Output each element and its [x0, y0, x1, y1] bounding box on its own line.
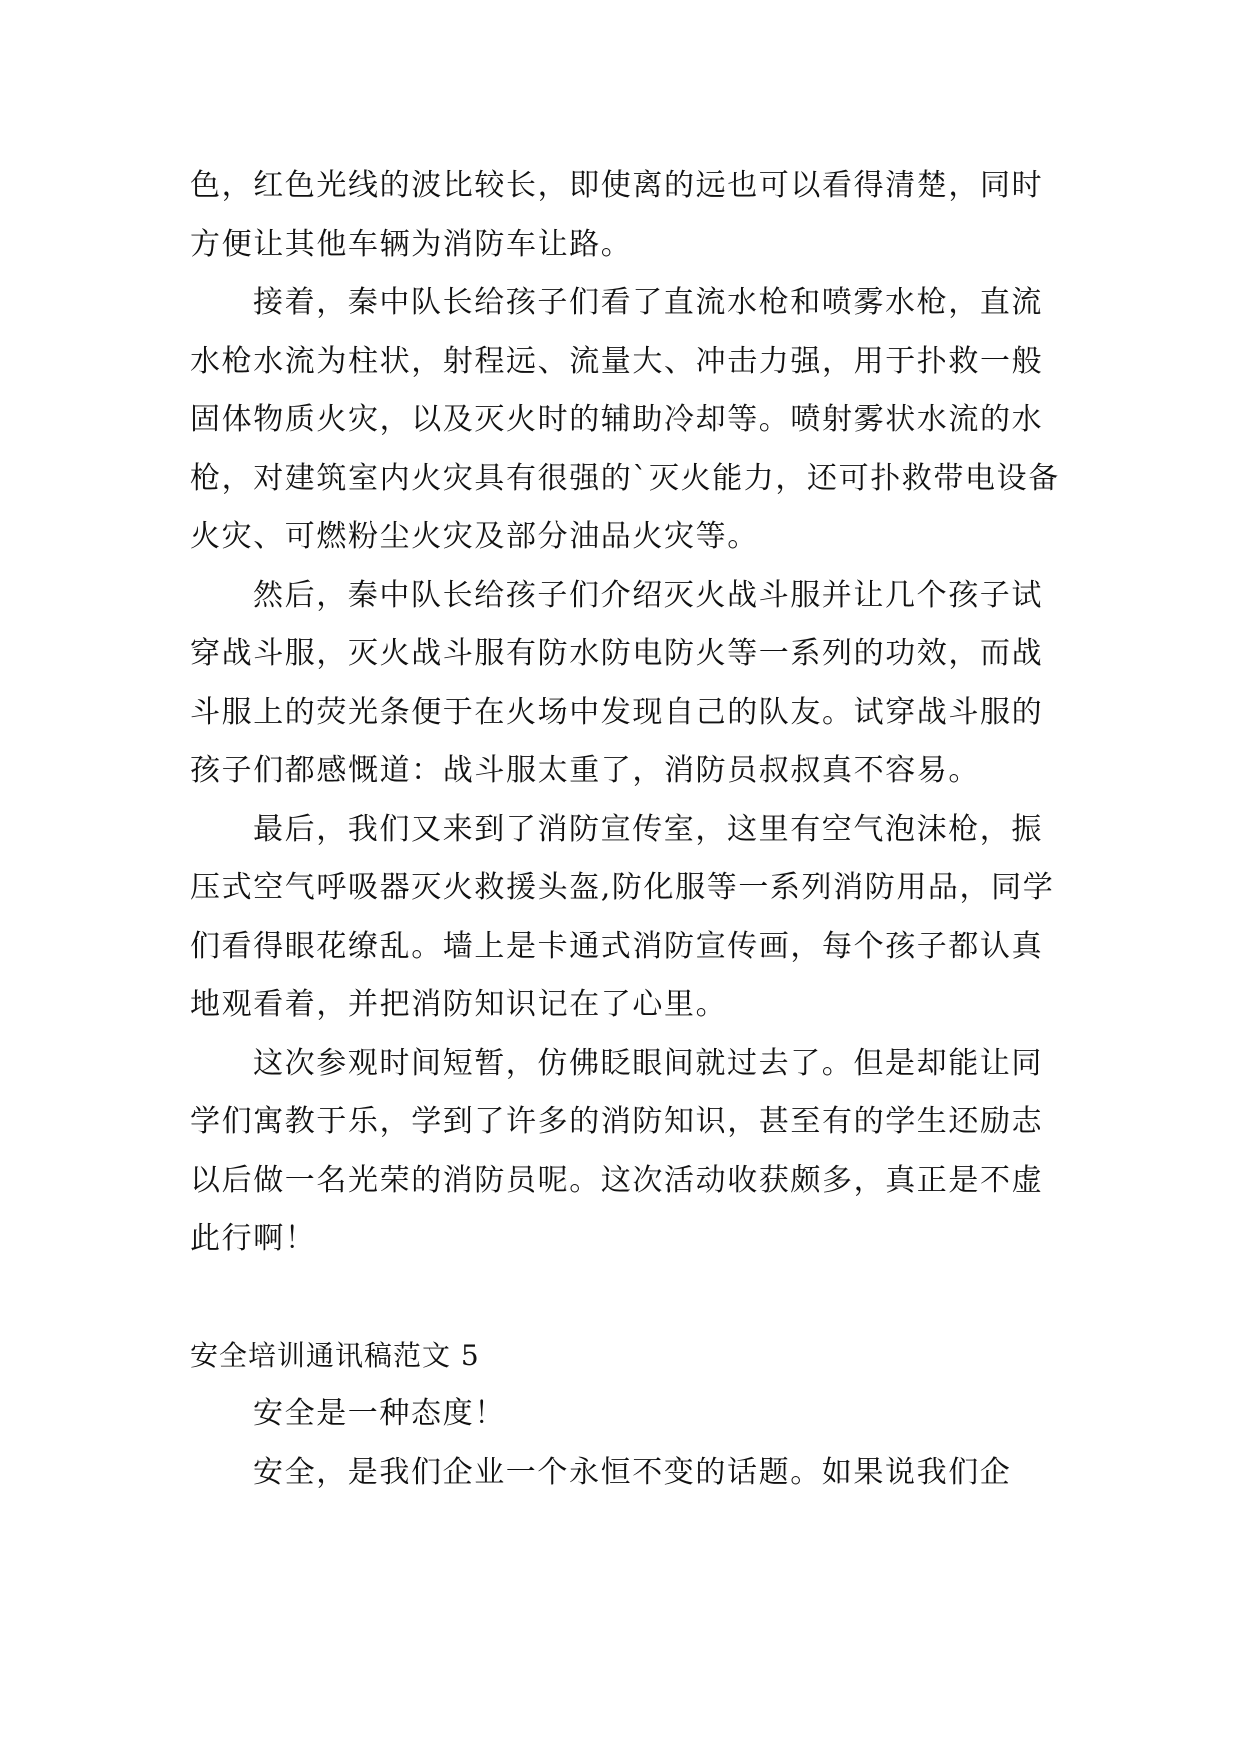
document-body	[190, 157, 1060, 1502]
paragraph-continuation: 色，红色光线的波比较长，即使离的远也可以看得清楚，同时方便让其他车辆为消防车让路。	[190, 168, 1044, 262]
paragraph-safety-attitude: 安全是一种态度！	[253, 1396, 506, 1431]
paragraph-safety-topic: 安全，是我们企业一个永恒不变的话题。如果说我们企	[253, 1454, 1012, 1490]
paragraph-water-guns: 接着，秦中队长给孩子们看了直流水枪和喷雾水枪，直流水枪水流为柱状，射程远、流量大、冲击力强，用于扑救一般固体物质火灾，以及灭火时的辅助冷却等。喷射雾状水流的水枪，对建筑室内火灾具有很强的`灭火能力，还可扑救带电设备火灾、可燃粉尘火灾及部分油品火灾等。	[190, 285, 1060, 554]
paragraph-publicity-room: 最后，我们又来到了消防宣传室，这里有空气泡沫枪，振压式空气呼吸器灭火救援头盔,防化服等一系列消防用品，同学们看得眼花缭乱。墙上是卡通式消防宣传画，每个孩子都认真地观看着，并把消防知识记在了心里。	[190, 811, 1055, 1022]
paragraph-combat-suit: 然后，秦中队长给孩子们介绍灭火战斗服并让几个孩子试穿战斗服，灭火战斗服有防水防电防火等一系列的功效，而战斗服上的荧光条便于在火场中发现自己的队友。试穿战斗服的孩子们都感慨道：战斗服太重了，消防员叔叔真不容易。	[190, 577, 1044, 788]
section-heading: 安全培训通讯稿范文 5	[190, 1338, 480, 1372]
paragraph-conclusion: 这次参观时间短暂，仿佛眨眼间就过去了。但是却能让同学们寓教于乐，学到了许多的消防知识，甚至有的学生还励志以后做一名光荣的消防员呢。这次活动收获颇多，真正是不虚此行啊！	[190, 1045, 1044, 1256]
